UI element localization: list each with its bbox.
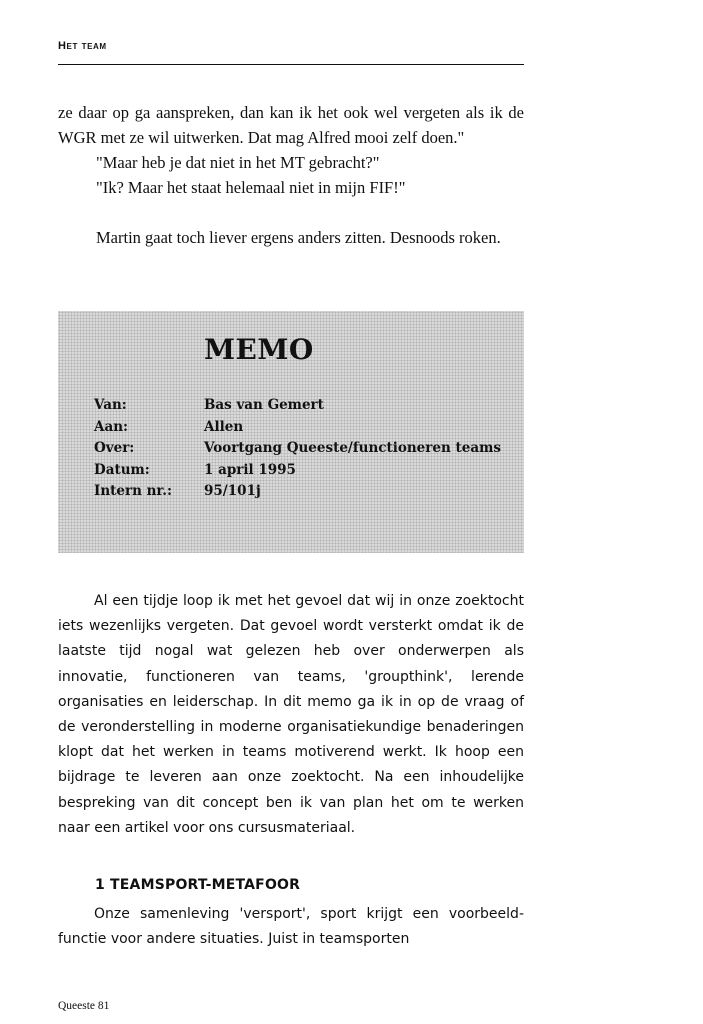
intro-paragraph-1: ze daar op ga aanspreken, dan kan ik het ook wel vergeten als ik de WGR met ze wil uitwerken. Dat mag Alfred mooi zelf doen." (58, 103, 524, 147)
memo-row-intern-nr (94, 481, 514, 503)
memo-value: Voortgang Queeste/functioneren teams (204, 440, 501, 456)
section-body-text (58, 902, 524, 952)
intro-paragraph-3: "Ik? Maar het staat helemaal niet in mijn FIF!" (96, 178, 406, 197)
memo-label: Van: (94, 397, 127, 413)
intro-paragraph-2: "Maar heb je dat niet in het MT gebracht?" (96, 153, 380, 172)
memo-row-over (94, 438, 514, 460)
intro-spacer (58, 200, 524, 225)
memo-box (58, 311, 524, 553)
body-paragraph-2: Onze samenleving 'versport', sport krijgt een voorbeeld-functie voor andere situaties. Juist in teamsporten (58, 906, 524, 948)
memo-row-aan (94, 417, 514, 439)
memo-row-datum (94, 460, 514, 482)
memo-value: 1 april 1995 (204, 461, 296, 478)
memo-label: Datum: (94, 461, 150, 478)
memo-row-van (94, 395, 514, 417)
memo-fields (94, 395, 514, 503)
memo-value: 95/101j (204, 483, 261, 499)
page-footer: Queeste 81 (58, 1000, 110, 1012)
section-heading: 1 TEAMSPORT-METAFOOR (95, 877, 301, 893)
memo-value: Bas van Gemert (204, 397, 324, 413)
body-paragraph-1: Al een tijdje loop ik met het gevoel dat wij in onze zoektocht iets wezenlijks vergeten. Dat gevoel wordt versterkt omdat ik de laatste tijd nogal wat gelezen heb over onderwerpen als innovatie, functioneren van teams, 'groupthink', lerende organisaties en leiderschap. In dit memo ga ik in op de vraag of de veronderstelling in moderne organisatiekundige benaderingen klopt dat het werken in teams motiverend werkt. Ik hoop een bijdrage te leveren aan onze zoektocht. Na een inhoudelijke bespreking van dit concept ben ik van plan het om te werken naar een artikel voor ons cursusmateriaal. (58, 593, 524, 836)
memo-label: Over: (94, 440, 135, 456)
memo-label: Aan: (94, 418, 129, 435)
running-head: Het team (58, 40, 107, 52)
memo-body-text (58, 589, 524, 841)
intro-text (58, 100, 524, 250)
intro-paragraph-4: Martin gaat toch liever ergens anders zitten. Desnoods roken. (96, 228, 501, 247)
memo-value: Allen (204, 418, 244, 435)
header-rule (58, 64, 524, 65)
memo-title: MEMO (204, 333, 314, 366)
memo-label: Intern nr.: (94, 483, 172, 499)
